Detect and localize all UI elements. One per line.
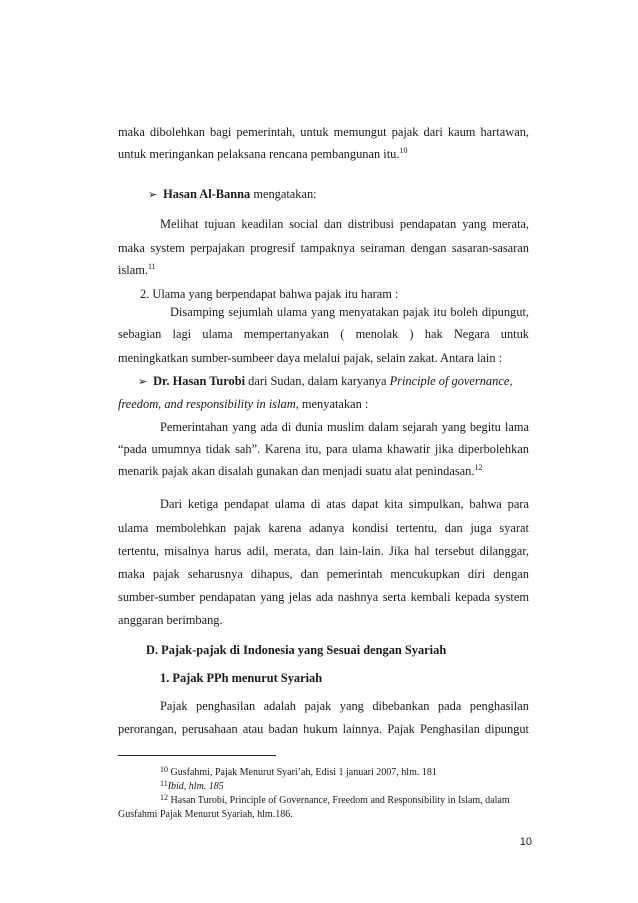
bullet-item: ➢ Dr. Hasan Turobi dari Sudan, dalam karyanya Principle of governance, bbox=[138, 374, 513, 388]
section-heading: D. Pajak-pajak di Indonesia yang Sesuai dengan Syariah bbox=[146, 643, 447, 657]
footnote-ref[interactable]: 11 bbox=[147, 262, 156, 271]
text-line: maka pajak seharusnya dihapus, dan pemerintah mencukupkan diri dengan bbox=[118, 567, 529, 581]
text-line: Pajak penghasilan adalah pajak yang dibebankan pada penghasilan bbox=[160, 699, 529, 713]
text-line: “pada umumnya tidak sah”. Karena itu, para ulama khawatir jika diperbolehkan bbox=[118, 442, 529, 456]
list-item: 2. Ulama yang berpendapat bahwa pajak itu haram : bbox=[140, 287, 399, 301]
subsection-heading: 1. Pajak PPh menurut Syariah bbox=[160, 671, 323, 685]
text-line: untuk meringankan pelaksana rencana pembangunan itu.$^{10}$ bbox=[118, 146, 408, 161]
text-line: Disamping sejumlah ulama yang menyatakan pajak itu boleh dipungut, bbox=[170, 305, 529, 319]
text-line: Melihat tujuan keadilan social dan distribusi pendapatan yang merata, bbox=[160, 217, 529, 231]
footnote-ref[interactable]: 12 bbox=[474, 463, 483, 472]
text-line: sumber-sumber pendapatan yang jelas ada nashnya serta kembali kepada system bbox=[118, 590, 529, 604]
text-line: tertentu, misalnya harus adil, merata, dan lain-lain. Jika hal tersebut dilanggar, bbox=[118, 544, 529, 558]
text-line: sebagian lagi ulama mempertanyakan ( menolak ) hak Negara untuk bbox=[118, 327, 529, 341]
text-line: anggaran berimbang. bbox=[118, 613, 223, 627]
arrow-bullet-icon: ➢ bbox=[148, 189, 158, 201]
text-line: ulama membolehkan pajak karena adanya kondisi tertentu, dan juga syarat bbox=[118, 521, 529, 535]
footnote-ref[interactable]: 10 bbox=[399, 146, 408, 155]
text-line: maka dibolehkan bagi pemerintah, untuk memungut pajak dari kaum hartawan, bbox=[118, 125, 529, 139]
page-number: 10 bbox=[519, 836, 532, 848]
text-line: Dari ketiga pendapat ulama di atas dapat kita simpulkan, bahwa para bbox=[160, 497, 529, 511]
footnote: Gusfahmi Pajak Menurut Syariah, hlm.186. bbox=[118, 809, 293, 820]
footnote: $^{10}$ Gusfahmi, Pajak Menurut Syari’ah, Edisi 1 januari 2007, hlm. 181 bbox=[160, 765, 437, 778]
text-line: freedom, and responsibility in islam, menyatakan : bbox=[118, 397, 369, 411]
text-line: perorangan, perusahaan atau badan hukum lainnya. Pajak Penghasilan dipungut bbox=[118, 722, 529, 736]
footnote: $^{11}$Ibid, hlm. 185 bbox=[160, 779, 224, 792]
arrow-bullet-icon: ➢ bbox=[138, 376, 148, 388]
text-line: Pemerintahan yang ada di dunia muslim dalam sejarah yang begitu lama bbox=[160, 420, 529, 434]
bullet-item: ➢ Hasan Al-Banna mengatakan: bbox=[148, 187, 317, 201]
text-line: islam.$^{11}$ bbox=[118, 262, 156, 277]
text-line: menarik pajak akan disalah gunakan dan menjadi suatu alat penindasan.$^{12}$ bbox=[118, 463, 483, 478]
text-line: maka system perpajakan progresif tampaknya seiraman dengan sasaran-sasaran bbox=[118, 241, 529, 255]
text-line: meningkatkan sumber-sumbeer daya melalui pajak, selain zakat. Antara lain : bbox=[118, 351, 503, 365]
footnote-divider bbox=[118, 755, 276, 756]
footnote: $^{12}$ Hasan Turobi, Principle of Governance, Freedom and Responsibility in Islam, dalam bbox=[160, 793, 510, 806]
